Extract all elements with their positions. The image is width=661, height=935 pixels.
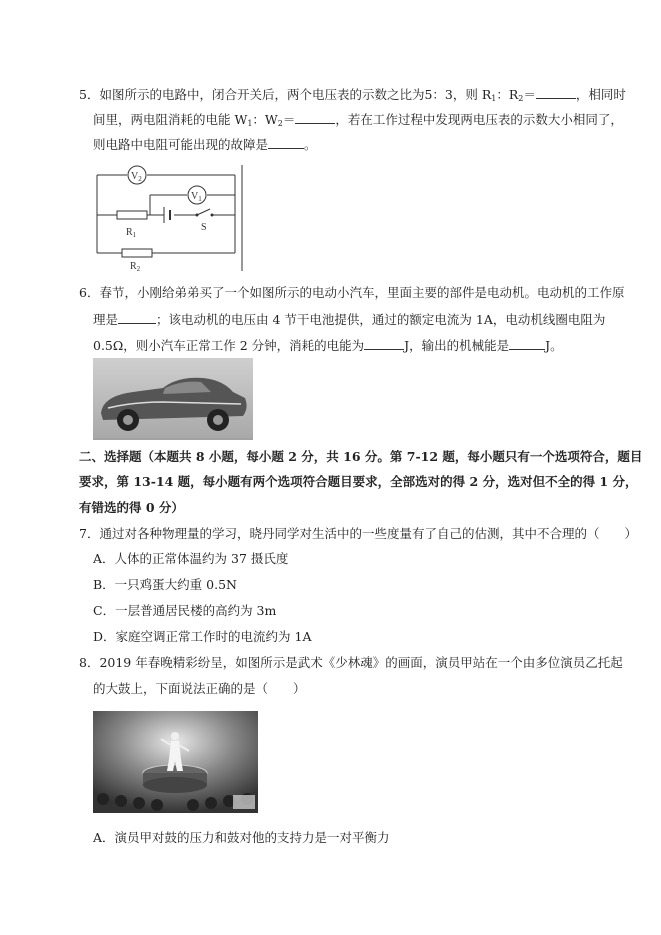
answer-blank[interactable] bbox=[364, 337, 404, 350]
q7-option-c[interactable]: C．一层普通居民楼的高约为 3m bbox=[93, 603, 277, 618]
svg-text:R2: $R_2$ bbox=[130, 261, 141, 273]
q5-text: ，若在工作过程中发现两电压表的示数大小相同了， bbox=[335, 112, 623, 127]
q8-line1: 8．2019 年春晚精彩纷呈，如图所示是武术《少林魂》的画面，演员甲站在一个由多位演员乙托起 bbox=[79, 655, 623, 670]
q7-stem: 7．通过对各种物理量的学习，晓丹同学对生活中的一些度量有了自己的估测，其中不合理的（ ） bbox=[79, 526, 637, 541]
toy-car-photo-icon bbox=[93, 358, 253, 440]
answer-blank[interactable] bbox=[295, 111, 335, 124]
q7-option-d[interactable]: D．家庭空调正常工作时的电流约为 1A bbox=[93, 629, 312, 644]
svg-text:S: S bbox=[201, 222, 207, 233]
q8-line2: 的大鼓上，下面说法正确的是（ ） bbox=[93, 681, 306, 696]
q5-text: 5．如图所示的电路中，闭合开关后，两个电压表的示数之比为5：3，则 R bbox=[79, 87, 492, 102]
answer-blank[interactable] bbox=[268, 136, 304, 149]
martial-arts-stage-photo-icon bbox=[93, 711, 258, 813]
section-heading-line2: 要求，第 13-14 题，每小题有两个选项符合题目要求，全部选对的得 2 分，选对但不全的得 1 分， bbox=[79, 474, 638, 489]
q5-line2 bbox=[93, 111, 623, 132]
q6-line2 bbox=[93, 311, 605, 328]
q6-text: 0.5Ω，则小汽车正常工作 2 分钟，消耗的电能为 bbox=[93, 338, 365, 353]
svg-text:V1: $V_1$ bbox=[191, 191, 202, 203]
q5-text: ＝ bbox=[282, 112, 296, 127]
r1-resistor bbox=[117, 211, 147, 239]
q6-text: J。 bbox=[545, 338, 563, 353]
circuit-diagram bbox=[92, 163, 247, 273]
q7-option-b[interactable]: B．一只鸡蛋大约重 0.5N bbox=[93, 577, 237, 592]
q5-text: 。 bbox=[304, 137, 317, 152]
q6-line3 bbox=[93, 337, 563, 354]
sub: 1 bbox=[491, 94, 497, 103]
answer-blank[interactable] bbox=[509, 337, 545, 350]
q5-text: ，相同时 bbox=[575, 87, 626, 102]
q5-text: 则电路中电阻可能出现的故障是 bbox=[93, 137, 269, 152]
q8-option-a[interactable]: A．演员甲对鼓的压力和鼓对他的支持力是一对平衡力 bbox=[93, 830, 390, 845]
r2-resistor bbox=[122, 249, 152, 273]
q5-text: ：W bbox=[252, 112, 278, 127]
answer-blank[interactable] bbox=[118, 311, 156, 324]
q5-text: ：R bbox=[496, 87, 519, 102]
v1-meter bbox=[188, 186, 206, 204]
v2-meter bbox=[128, 166, 146, 184]
switch-icon bbox=[196, 214, 214, 234]
sub: 2 bbox=[518, 94, 524, 103]
svg-text:R1: $R_1$ bbox=[126, 227, 137, 239]
q5-text: ＝ bbox=[523, 87, 536, 102]
q6-text: J，输出的机械能是 bbox=[404, 338, 510, 353]
sub: 2 bbox=[277, 119, 283, 128]
q6-text: ；该电动机的电压由 4 节干电池提供，通过的额定电流为 1A，电动机线圈电阻为 bbox=[156, 312, 606, 327]
q5-line1 bbox=[79, 86, 626, 107]
section-heading-line1: 二、选择题（本题共 8 小题，每小题 2 分，共 16 分。第 7-12 题，每小题只有一个选项符合，题目 bbox=[79, 449, 643, 464]
q5-text: 间里，两电阻消耗的电能 W bbox=[93, 112, 248, 127]
battery-icon bbox=[164, 207, 170, 223]
q5-line3 bbox=[93, 136, 317, 153]
q6-text: 理是 bbox=[93, 312, 119, 327]
sub: 1 bbox=[247, 119, 253, 128]
q6-line1: 6．春节，小刚给弟弟买了一个如图所示的电动小汽车，里面主要的部件是电动机。电动机的工作原 bbox=[79, 285, 625, 300]
answer-blank[interactable] bbox=[536, 86, 576, 99]
svg-text:V2: $V_2$ bbox=[131, 171, 142, 183]
q7-option-a[interactable]: A．人体的正常体温约为 37 摄氏度 bbox=[93, 551, 289, 566]
section-heading-line3: 有错选的得 0 分） bbox=[79, 500, 184, 515]
